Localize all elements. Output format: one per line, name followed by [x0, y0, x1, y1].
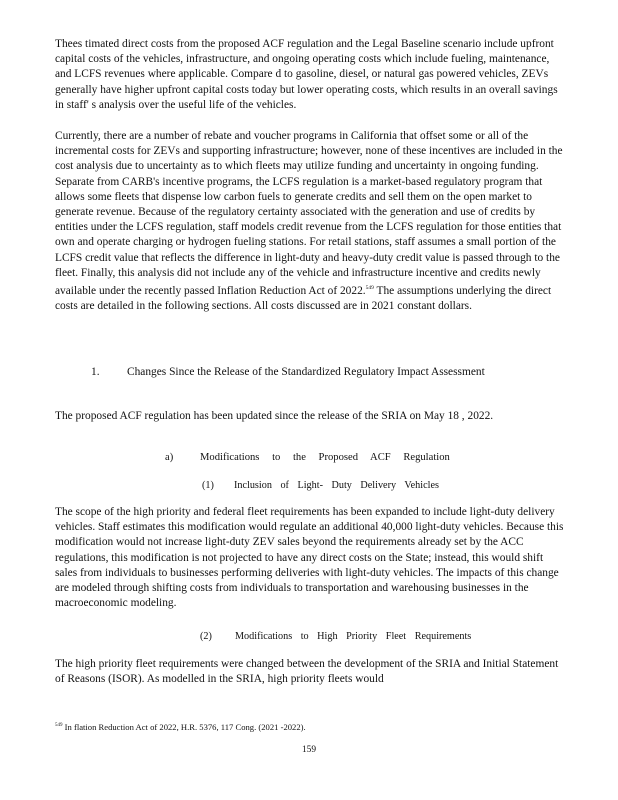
- paragraph-direct-costs: Thees timated direct costs from the proposed ACF regulation and the Legal Baseline scenario include upfront capital costs of the vehicles, infrastructure, and ongoing operating costs which include fueling, maintenance, and LCFS revenues where applicable. Compare d to gasoline, diesel, or natural gas powered vehicles, ZEVs generally have higher upfront capital costs today but lower operating costs, which results in an overall savings in staff' s analysis over the useful life of the vehicles.: [55, 38, 558, 111]
- subheading-a-label: a): [165, 452, 174, 463]
- subheading-a-title: Modifications to the Proposed ACF Regulation: [200, 452, 450, 463]
- subheading-2-label: (2): [200, 631, 212, 642]
- section-number: 1.: [91, 366, 100, 378]
- paragraph-high-priority: The high priority fleet requirements were changed between the development of the SRIA and Initial Statement of Reasons (ISOR). As modelled in the SRIA, high priority fleets would: [55, 658, 559, 686]
- subheading-1-label: (1): [202, 480, 214, 491]
- subheading-2-title: Modifications to High Priority Fleet Requirements: [235, 631, 472, 642]
- section-title: Changes Since the Release of the Standardized Regulatory Impact Assessment: [127, 366, 485, 378]
- paragraph-incentives-text-end: The assumptions underlying the direct costs are detailed in the following sections. All costs discussed are in 2021 constant dollars.: [55, 284, 552, 313]
- paragraph-incentives-text: Currently, there are a number of rebate and voucher programs in California that offset some or all of the incremental costs for ZEVs and supporting infrastructure; however, none of these incentives are included in the cost analysis due to uncertainty as to which fleets may utilize funding and uncertainty in ongoing funding. Separate from CARB's incentive programs, the LCFS regulation is a market-based regulatory program that allows some fleets that dispense low carbon fuels to generate credits and sell them on the open market to generate revenue. Because of the regulatory certainty associated with the generation and use of credits by entities under the LCFS regulation, staff models credit revenue from the LCFS regulation for those entities that own and operate charging or hydrogen fueling stations. For retail stations, staff assumes a small portion of the LCFS credit value that reflects the difference in light-duty and heavy-duty credit value is passed through to the fleet. Finally, this analysis did not include any of the vehicle and infrastructure incentive and credits newly available under the recently passed Inflation Reduction Act of 2022.: [55, 130, 563, 297]
- footnote-number: 549: [55, 723, 63, 729]
- footnote-text: In flation Reduction Act of 2022, H.R. 5376, 117 Cong. (2021 -2022).: [64, 722, 306, 732]
- paragraph-light-duty: The scope of the high priority and federal fleet requirements has been expanded to include light-duty delivery vehicles. Staff estimates this modification would regulate an additional 40,000 light-duty vehicles. Because this modification would not increase light-duty ZEV sales beyond the requirements already set by the ACC regulations, this modification is not projected to have any direct costs on the State; instead, this would shift sales from individuals to businesses performing deliveries with light-duty vehicles. The impacts of this change are modeled through shifting costs from individuals to transportation and warehousing businesses in the macroeconomic modeling.: [55, 506, 564, 610]
- page-number: 159: [301, 745, 317, 755]
- footnote: [55, 722, 555, 732]
- footnote-reference: 549: [365, 285, 374, 292]
- paragraph-updated: The proposed ACF regulation has been updated since the release of the SRIA on May 18 , 2022.: [55, 410, 494, 422]
- paragraph-incentives: [55, 129, 567, 314]
- subheading-1-title: Inclusion of Light- Duty Delivery Vehicles: [234, 480, 439, 491]
